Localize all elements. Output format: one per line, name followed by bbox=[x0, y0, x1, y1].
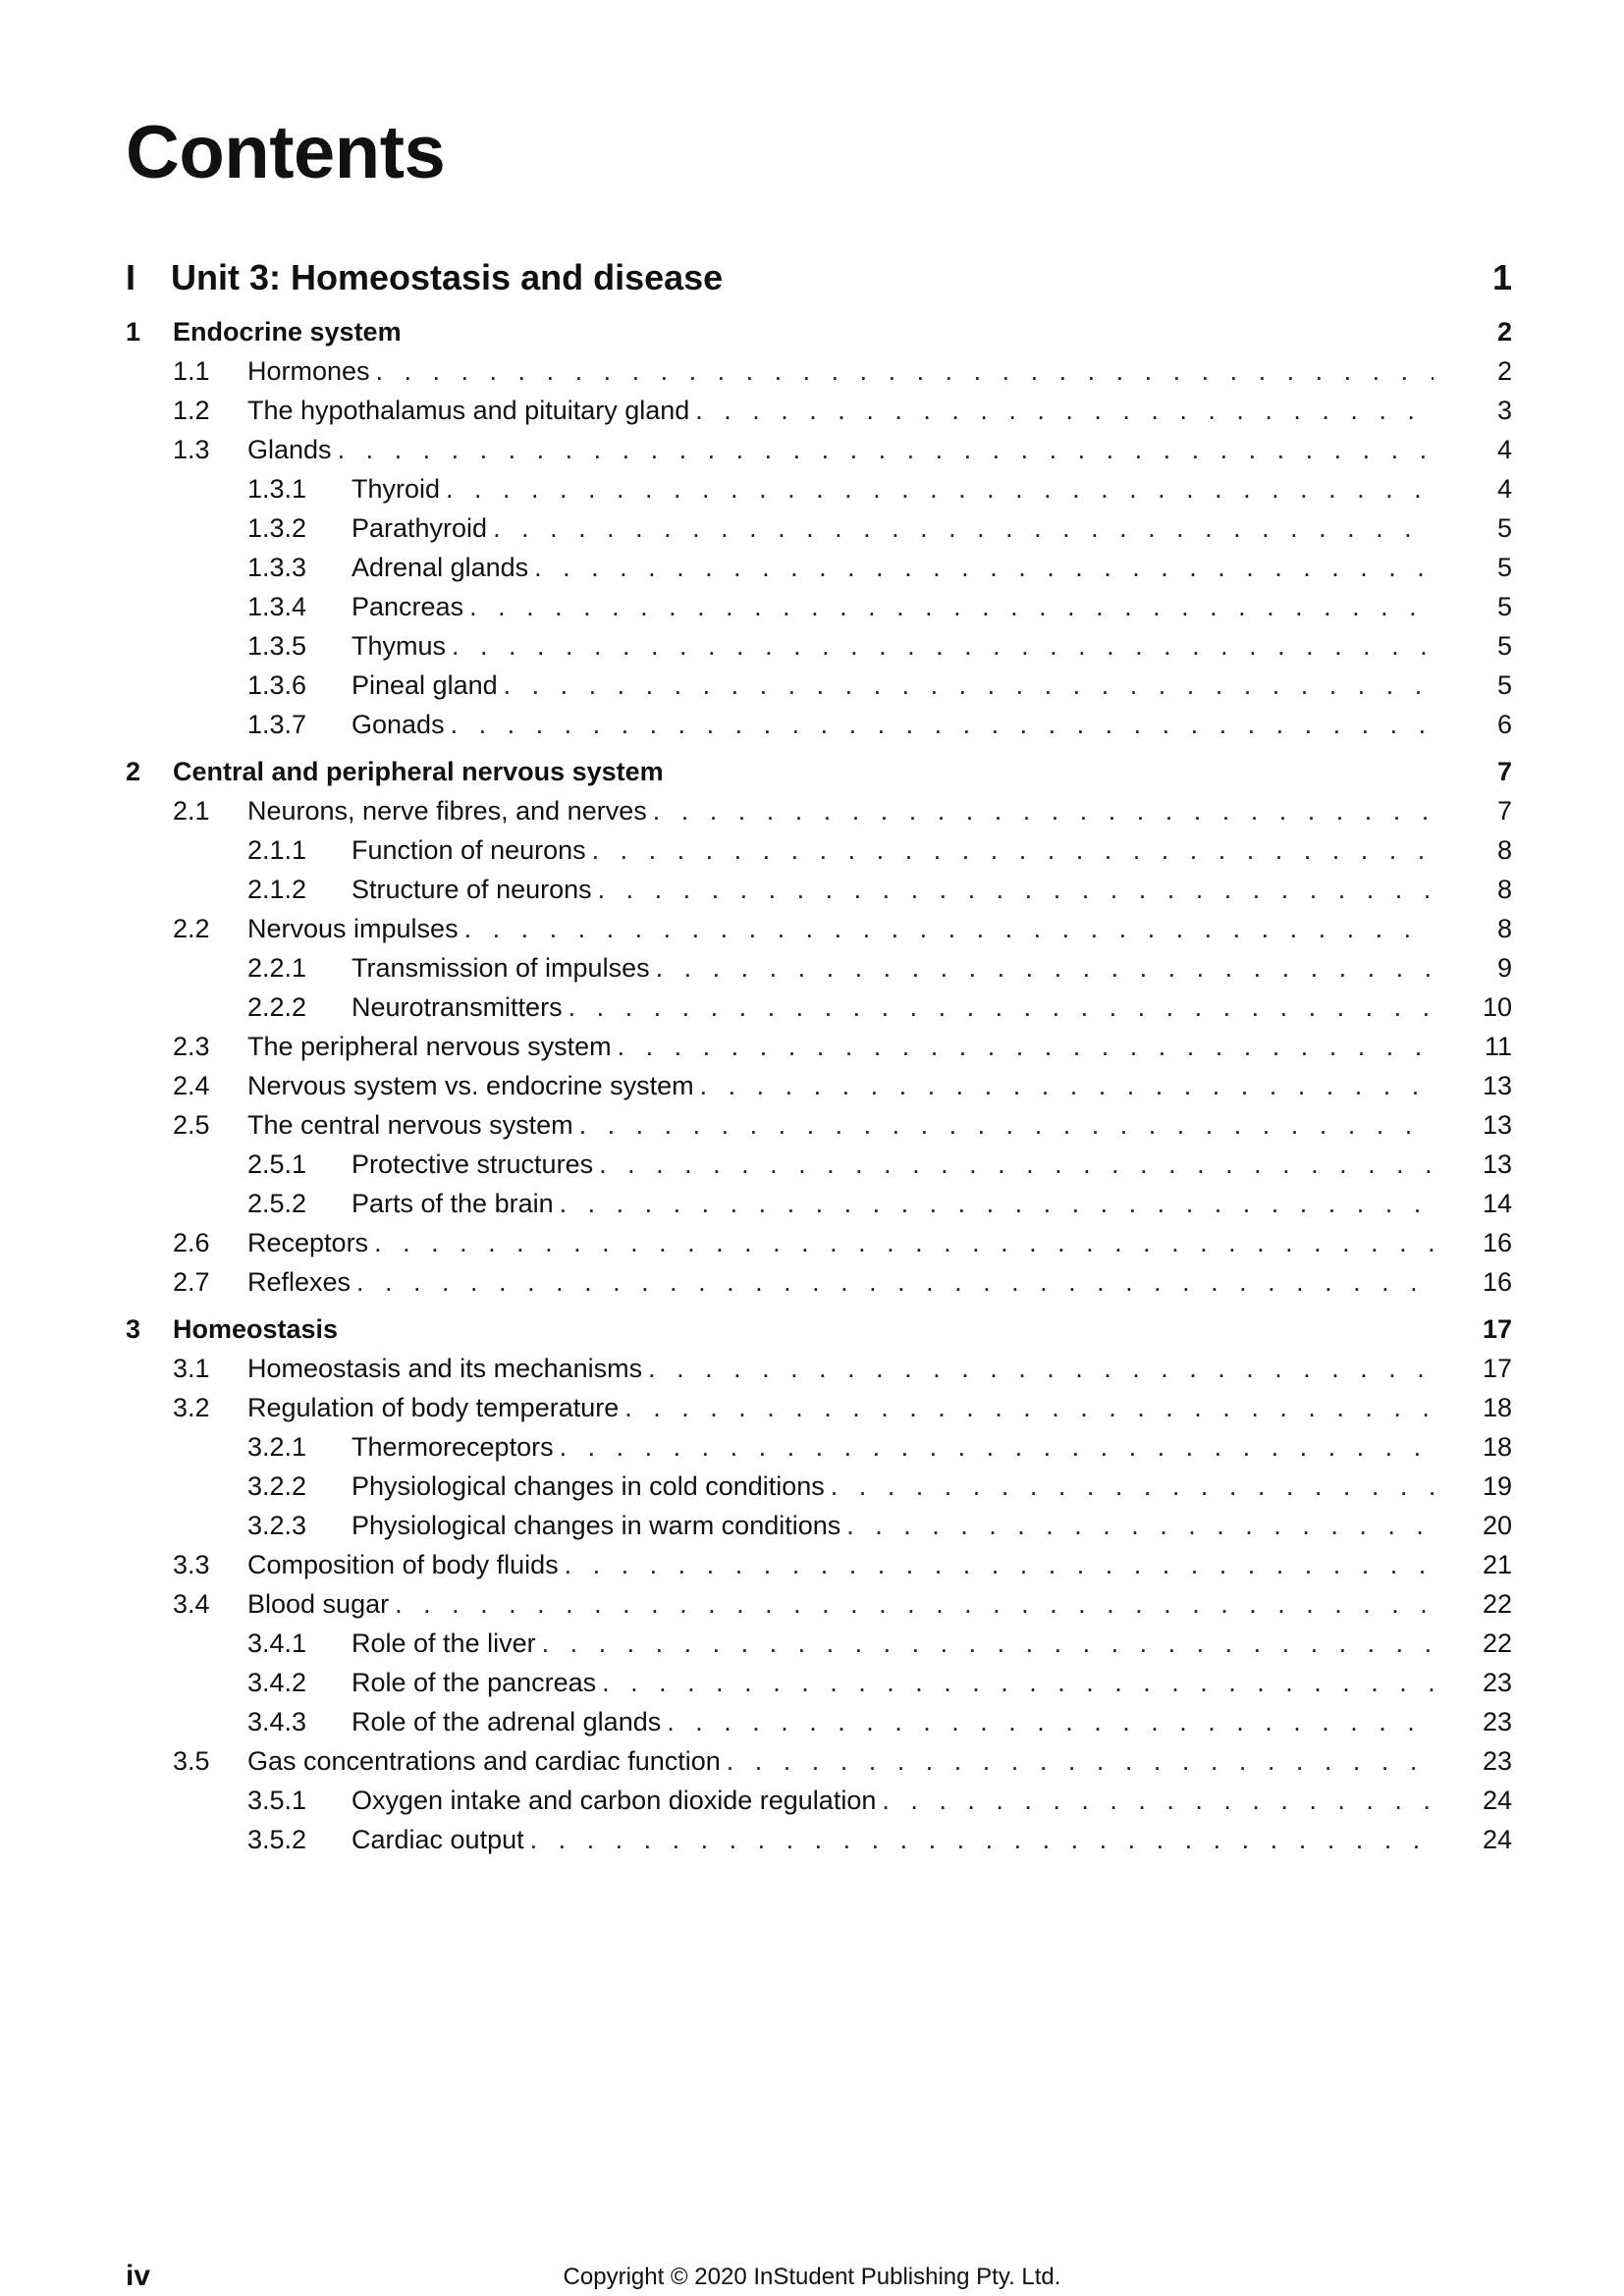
toc-dot-leader bbox=[524, 1820, 1434, 1859]
toc-entry-page: 2 bbox=[1496, 317, 1512, 347]
toc-entry-page: 5 bbox=[1496, 592, 1512, 621]
part-number: I bbox=[126, 257, 136, 297]
toc-entry-label bbox=[247, 1027, 1434, 1066]
toc-dot-leader bbox=[440, 469, 1434, 508]
toc-entry-page: 16 bbox=[1482, 1267, 1512, 1297]
toc-entry-page: 8 bbox=[1496, 835, 1512, 865]
toc-entry-subsection[interactable] bbox=[126, 1781, 1512, 1820]
toc-entry-subsection[interactable] bbox=[126, 587, 1512, 626]
toc-entry-number: 3.4.1 bbox=[247, 1629, 307, 1658]
toc-entry-number: 2.1 bbox=[173, 796, 210, 826]
toc-entry-number: 2.5 bbox=[173, 1110, 210, 1140]
toc-dot-leader bbox=[689, 391, 1434, 430]
toc-entry-page: 4 bbox=[1496, 435, 1512, 464]
toc-entry-page: 16 bbox=[1482, 1228, 1512, 1257]
toc-entry-title: Gas concentrations and cardiac function bbox=[247, 1746, 721, 1776]
toc-dot-leader bbox=[694, 1066, 1434, 1105]
toc-entry-label bbox=[352, 469, 1434, 508]
toc-entry-title: Function of neurons bbox=[352, 835, 586, 865]
toc-dot-leader bbox=[459, 909, 1434, 948]
toc-entry-subsection[interactable] bbox=[126, 830, 1512, 870]
toc-entry-number: 1 bbox=[126, 317, 141, 347]
part-title: Unit 3: Homeostasis and disease bbox=[171, 257, 724, 297]
toc-entry-title: Transmission of impulses bbox=[352, 953, 650, 983]
toc-entry-title: Cardiac output bbox=[352, 1825, 524, 1854]
toc-dot-leader bbox=[840, 1506, 1434, 1545]
toc-entry-page: 17 bbox=[1482, 1354, 1512, 1383]
page-title: Contents bbox=[126, 111, 446, 194]
toc-entry-number: 3.2.3 bbox=[247, 1511, 307, 1540]
toc-entry-label bbox=[352, 1184, 1434, 1223]
toc-entry-title: Adrenal glands bbox=[352, 553, 529, 582]
toc-entry-number: 2.2.2 bbox=[247, 992, 307, 1022]
toc-dot-leader bbox=[463, 587, 1434, 626]
toc-entry-label bbox=[352, 1624, 1434, 1663]
toc-entry-label bbox=[173, 312, 1434, 351]
toc-entry-subsection[interactable] bbox=[126, 1820, 1512, 1859]
toc-entry-chapter[interactable] bbox=[126, 1309, 1512, 1349]
toc-entry-page: 22 bbox=[1482, 1589, 1512, 1619]
toc-entry-title: Neurons, nerve fibres, and nerves bbox=[247, 796, 647, 826]
footer-page-number: iv bbox=[126, 2260, 151, 2292]
toc-dot-leader bbox=[721, 1741, 1434, 1781]
toc-entry-number: 1.3.3 bbox=[247, 553, 307, 582]
toc-entry-subsection[interactable] bbox=[126, 626, 1512, 666]
toc-entry-number: 3.4 bbox=[173, 1589, 210, 1619]
toc-entry-title: Protective structures bbox=[352, 1149, 594, 1179]
toc-entry-number: 3.2.2 bbox=[247, 1471, 307, 1501]
toc-entry-number: 3.4.3 bbox=[247, 1707, 307, 1736]
toc-entry-page: 2 bbox=[1496, 356, 1512, 386]
toc-entry-label bbox=[247, 1388, 1434, 1427]
toc-entry-subsection[interactable] bbox=[126, 988, 1512, 1027]
toc-dot-leader bbox=[592, 870, 1434, 909]
toc-entry-number: 3.5.1 bbox=[247, 1786, 307, 1815]
toc-entry-label bbox=[247, 1223, 1434, 1262]
toc-entry-section[interactable] bbox=[126, 1105, 1512, 1145]
toc-dot-leader bbox=[370, 351, 1434, 391]
toc-entry-label bbox=[352, 1506, 1434, 1545]
toc-entry-label bbox=[247, 1349, 1434, 1388]
toc-entry-label bbox=[352, 666, 1434, 705]
toc-entry-page: 20 bbox=[1482, 1511, 1512, 1540]
footer-copyright: Copyright © 2020 InStudent Publishing Pty. Ltd. bbox=[563, 2264, 1061, 2290]
toc-entry-subsection[interactable] bbox=[126, 666, 1512, 705]
toc-entry-title: Homeostasis bbox=[173, 1314, 339, 1344]
toc-entry-number: 2.4 bbox=[173, 1071, 210, 1100]
toc-entry-label bbox=[247, 1262, 1434, 1302]
part-page: 1 bbox=[1491, 257, 1512, 297]
toc-entry-title: Role of the adrenal glands bbox=[352, 1707, 662, 1736]
toc-entry-subsection[interactable] bbox=[126, 548, 1512, 587]
toc-dot-leader bbox=[498, 666, 1434, 705]
toc-entry-number: 3.5.2 bbox=[247, 1825, 307, 1854]
toc-entry-number: 2.1.1 bbox=[247, 835, 307, 865]
toc-entry-label bbox=[247, 1584, 1434, 1624]
toc-entry-page: 6 bbox=[1496, 710, 1512, 739]
toc-entry-number: 3.2 bbox=[173, 1393, 210, 1422]
toc-entry-label bbox=[352, 705, 1434, 744]
toc-entry-number: 3.5 bbox=[173, 1746, 210, 1776]
toc-entry-title: Thymus bbox=[352, 631, 447, 661]
toc-entry-section[interactable] bbox=[126, 351, 1512, 391]
toc-entry-label bbox=[352, 1663, 1434, 1702]
toc-entry-title: Pineal gland bbox=[352, 670, 498, 700]
table-of-contents bbox=[126, 312, 1512, 1859]
toc-entry-title: Composition of body fluids bbox=[247, 1550, 559, 1579]
toc-entry-page: 3 bbox=[1496, 396, 1512, 425]
toc-entry-title: Central and peripheral nervous system bbox=[173, 757, 664, 786]
toc-entry-page: 5 bbox=[1496, 553, 1512, 582]
toc-entry-section[interactable] bbox=[126, 430, 1512, 469]
toc-entry-subsection[interactable] bbox=[126, 705, 1512, 744]
toc-entry-page: 8 bbox=[1496, 875, 1512, 904]
toc-entry-label bbox=[247, 1066, 1434, 1105]
toc-dot-leader bbox=[876, 1781, 1434, 1820]
toc-entry-title: Regulation of body temperature bbox=[247, 1393, 620, 1422]
toc-entry-title: Role of the pancreas bbox=[352, 1668, 597, 1697]
toc-entry-page: 5 bbox=[1496, 513, 1512, 543]
toc-dot-leader bbox=[650, 948, 1434, 988]
toc-entry-subsection[interactable] bbox=[126, 1624, 1512, 1663]
toc-dot-leader bbox=[554, 1184, 1434, 1223]
toc-entry-page: 10 bbox=[1482, 992, 1512, 1022]
toc-entry-label bbox=[352, 1145, 1434, 1184]
toc-entry-subsection[interactable] bbox=[126, 469, 1512, 508]
toc-entry-number: 3.2.1 bbox=[247, 1432, 307, 1462]
toc-entry-number: 2 bbox=[126, 757, 141, 786]
toc-dot-leader bbox=[612, 1027, 1434, 1066]
toc-entry-label bbox=[247, 351, 1434, 391]
toc-entry-page: 13 bbox=[1482, 1149, 1512, 1179]
toc-entry-page: 13 bbox=[1482, 1071, 1512, 1100]
toc-entry-subsection[interactable] bbox=[126, 870, 1512, 909]
toc-entry-number: 3.3 bbox=[173, 1550, 210, 1579]
toc-dot-leader bbox=[593, 1145, 1434, 1184]
toc-entry-label bbox=[352, 948, 1434, 988]
toc-entry-label bbox=[352, 1467, 1434, 1506]
toc-entry-section[interactable] bbox=[126, 1262, 1512, 1302]
toc-entry-title: Thermoreceptors bbox=[352, 1432, 554, 1462]
toc-entry-section[interactable] bbox=[126, 1741, 1512, 1781]
toc-entry-title: The hypothalamus and pituitary gland bbox=[247, 396, 690, 425]
toc-entry-page: 23 bbox=[1482, 1668, 1512, 1697]
toc-dot-leader bbox=[559, 1545, 1434, 1584]
toc-entry-page: 9 bbox=[1496, 953, 1512, 983]
toc-dot-leader bbox=[389, 1584, 1434, 1624]
toc-entry-number: 1.3.7 bbox=[247, 710, 307, 739]
toc-entry-label bbox=[352, 870, 1434, 909]
toc-entry-section[interactable] bbox=[126, 1066, 1512, 1105]
toc-entry-page: 19 bbox=[1482, 1471, 1512, 1501]
toc-entry-number: 3 bbox=[126, 1314, 141, 1344]
toc-dot-leader bbox=[445, 705, 1434, 744]
toc-entry-number: 1.3.5 bbox=[247, 631, 307, 661]
toc-entry-page: 13 bbox=[1482, 1110, 1512, 1140]
toc-entry-number: 1.2 bbox=[173, 396, 210, 425]
toc-entry-chapter[interactable] bbox=[126, 312, 1512, 351]
toc-dot-leader bbox=[528, 548, 1434, 587]
toc-entry-subsection[interactable] bbox=[126, 1145, 1512, 1184]
toc-entry-title: Oxygen intake and carbon dioxide regulation bbox=[352, 1786, 877, 1815]
toc-entry-number: 3.4.2 bbox=[247, 1668, 307, 1697]
toc-entry-title: Glands bbox=[247, 435, 332, 464]
toc-entry-page: 21 bbox=[1482, 1550, 1512, 1579]
toc-entry-label bbox=[352, 587, 1434, 626]
toc-entry-label bbox=[173, 1309, 1434, 1349]
toc-entry-page: 22 bbox=[1482, 1629, 1512, 1658]
toc-dot-leader bbox=[332, 430, 1434, 469]
toc-entry-page: 7 bbox=[1496, 796, 1512, 826]
toc-entry-label bbox=[247, 430, 1434, 469]
toc-entry-title: Pancreas bbox=[352, 592, 464, 621]
toc-entry-page: 8 bbox=[1496, 914, 1512, 943]
toc-entry-subsection[interactable] bbox=[126, 1427, 1512, 1467]
toc-entry-number: 2.5.1 bbox=[247, 1149, 307, 1179]
toc-entry-page: 24 bbox=[1482, 1786, 1512, 1815]
toc-entry-page: 5 bbox=[1496, 670, 1512, 700]
toc-entry-page: 7 bbox=[1496, 757, 1512, 786]
toc-entry-label bbox=[352, 1427, 1434, 1467]
toc-entry-label bbox=[247, 909, 1434, 948]
toc-dot-leader bbox=[573, 1105, 1434, 1145]
toc-entry-subsection[interactable] bbox=[126, 1663, 1512, 1702]
toc-dot-leader bbox=[619, 1388, 1434, 1427]
toc-entry-title: Endocrine system bbox=[173, 317, 402, 347]
toc-entry-section[interactable] bbox=[126, 391, 1512, 430]
toc-entry-page: 17 bbox=[1482, 1314, 1512, 1344]
toc-entry-number: 1.3 bbox=[173, 435, 210, 464]
toc-entry-subsection[interactable] bbox=[126, 1702, 1512, 1741]
toc-entry-title: The peripheral nervous system bbox=[247, 1032, 612, 1061]
toc-entry-label bbox=[352, 988, 1434, 1027]
toc-entry-number: 2.7 bbox=[173, 1267, 210, 1297]
toc-entry-number: 1.3.4 bbox=[247, 592, 307, 621]
toc-entry-number: 1.3.6 bbox=[247, 670, 307, 700]
toc-entry-number: 2.3 bbox=[173, 1032, 210, 1061]
toc-entry-label bbox=[352, 1820, 1434, 1859]
toc-entry-number: 2.2.1 bbox=[247, 953, 307, 983]
toc-entry-label bbox=[247, 1545, 1434, 1584]
toc-entry-subsection[interactable] bbox=[126, 1506, 1512, 1545]
toc-entry-title: Physiological changes in warm conditions bbox=[352, 1511, 841, 1540]
toc-entry-title: Nervous system vs. endocrine system bbox=[247, 1071, 694, 1100]
toc-dot-leader bbox=[487, 508, 1434, 548]
toc-entry-section[interactable] bbox=[126, 909, 1512, 948]
toc-entry-label bbox=[352, 1781, 1434, 1820]
toc-entry-label bbox=[247, 1105, 1434, 1145]
toc-entry-page: 23 bbox=[1482, 1707, 1512, 1736]
toc-entry-title: The central nervous system bbox=[247, 1110, 573, 1140]
toc-entry-label bbox=[352, 830, 1434, 870]
toc-entry-label bbox=[352, 508, 1434, 548]
toc-entry-title: Receptors bbox=[247, 1228, 369, 1257]
toc-entry-title: Homeostasis and its mechanisms bbox=[247, 1354, 643, 1383]
toc-dot-leader bbox=[446, 626, 1434, 666]
toc-entry-number: 1.3.2 bbox=[247, 513, 307, 543]
toc-entry-label bbox=[247, 791, 1434, 830]
toc-entry-title: Structure of neurons bbox=[352, 875, 592, 904]
toc-entry-number: 3.1 bbox=[173, 1354, 210, 1383]
toc-entry-label bbox=[352, 1702, 1434, 1741]
toc-entry-label bbox=[352, 548, 1434, 587]
toc-dot-leader bbox=[351, 1262, 1434, 1302]
toc-dot-leader bbox=[554, 1427, 1434, 1467]
toc-entry-number: 2.1.2 bbox=[247, 875, 307, 904]
toc-entry-title: Parts of the brain bbox=[352, 1189, 554, 1218]
toc-entry-page: 14 bbox=[1482, 1189, 1512, 1218]
toc-dot-leader bbox=[563, 988, 1434, 1027]
toc-entry-title: Role of the liver bbox=[352, 1629, 536, 1658]
toc-entry-subsection[interactable] bbox=[126, 1467, 1512, 1506]
toc-entry-chapter[interactable] bbox=[126, 752, 1512, 791]
toc-entry-number: 2.5.2 bbox=[247, 1189, 307, 1218]
toc-entry-page: 18 bbox=[1482, 1393, 1512, 1422]
toc-entry-number: 2.2 bbox=[173, 914, 210, 943]
toc-entry-section[interactable] bbox=[126, 791, 1512, 830]
toc-entry-label bbox=[247, 391, 1434, 430]
toc-dot-leader bbox=[825, 1467, 1434, 1506]
toc-dot-leader bbox=[596, 1663, 1434, 1702]
toc-entry-number: 2.6 bbox=[173, 1228, 210, 1257]
toc-entry-page: 23 bbox=[1482, 1746, 1512, 1776]
toc-entry-title: Thyroid bbox=[352, 474, 441, 504]
toc-entry-title: Reflexes bbox=[247, 1267, 352, 1297]
toc-entry-section[interactable] bbox=[126, 1027, 1512, 1066]
toc-dot-leader bbox=[586, 830, 1434, 870]
toc-entry-page: 11 bbox=[1484, 1032, 1512, 1061]
toc-part-heading[interactable] bbox=[126, 257, 1512, 306]
toc-entry-page: 4 bbox=[1496, 474, 1512, 504]
toc-entry-page: 18 bbox=[1482, 1432, 1512, 1462]
toc-entry-title: Nervous impulses bbox=[247, 914, 459, 943]
toc-entry-section[interactable] bbox=[126, 1349, 1512, 1388]
toc-entry-title: Blood sugar bbox=[247, 1589, 390, 1619]
toc-entry-subsection[interactable] bbox=[126, 948, 1512, 988]
toc-entry-title: Neurotransmitters bbox=[352, 992, 563, 1022]
toc-entry-section[interactable] bbox=[126, 1388, 1512, 1427]
toc-dot-leader bbox=[647, 791, 1434, 830]
toc-entry-title: Hormones bbox=[247, 356, 370, 386]
toc-dot-leader bbox=[536, 1624, 1434, 1663]
toc-entry-number: 1.1 bbox=[173, 356, 210, 386]
toc-entry-label bbox=[352, 626, 1434, 666]
toc-dot-leader bbox=[368, 1223, 1434, 1262]
toc-entry-page: 5 bbox=[1496, 631, 1512, 661]
toc-entry-number: 1.3.1 bbox=[247, 474, 307, 504]
toc-dot-leader bbox=[661, 1702, 1434, 1741]
toc-entry-page: 24 bbox=[1482, 1825, 1512, 1854]
toc-entry-title: Parathyroid bbox=[352, 513, 488, 543]
toc-entry-section[interactable] bbox=[126, 1584, 1512, 1624]
toc-entry-subsection[interactable] bbox=[126, 508, 1512, 548]
toc-entry-section[interactable] bbox=[126, 1545, 1512, 1584]
toc-entry-title: Gonads bbox=[352, 710, 445, 739]
toc-entry-title: Physiological changes in cold conditions bbox=[352, 1471, 825, 1501]
toc-dot-leader bbox=[642, 1349, 1434, 1388]
toc-entry-label bbox=[247, 1741, 1434, 1781]
toc-entry-subsection[interactable] bbox=[126, 1184, 1512, 1223]
toc-entry-section[interactable] bbox=[126, 1223, 1512, 1262]
toc-entry-label bbox=[173, 752, 1434, 791]
